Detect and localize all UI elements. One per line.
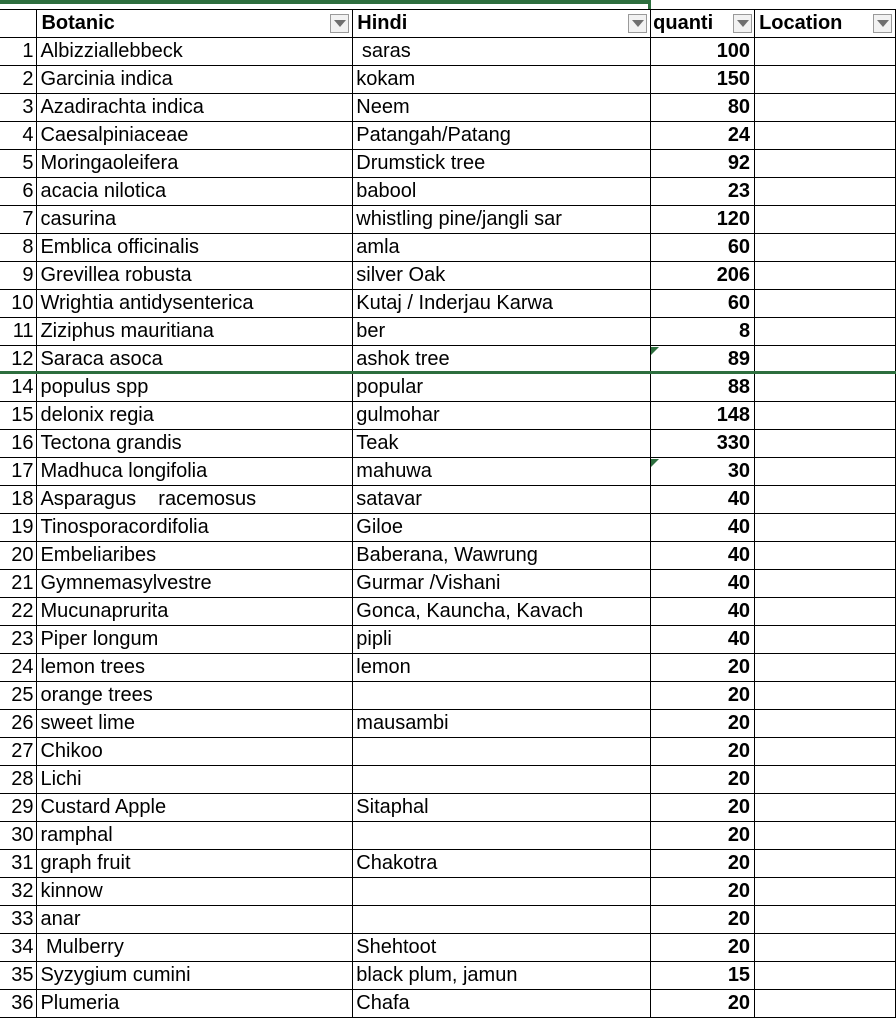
cell-hindi[interactable]: amla: [353, 234, 651, 262]
cell-quantity[interactable]: 24: [651, 122, 755, 150]
cell-location[interactable]: [755, 458, 896, 486]
row-number: 36: [0, 990, 37, 1018]
cell-location[interactable]: [755, 738, 896, 766]
cell-hindi[interactable]: [353, 906, 651, 934]
row-number: 1: [0, 38, 37, 66]
cell-hindi[interactable]: [353, 878, 651, 906]
cell-location[interactable]: [755, 850, 896, 878]
cell-hindi[interactable]: Teak: [353, 430, 651, 458]
cell-location[interactable]: [755, 906, 896, 934]
cell-quantity[interactable]: 60: [651, 290, 755, 318]
row-number: 11: [0, 318, 37, 346]
column-header-botanic[interactable]: [37, 10, 353, 38]
cell-botanic[interactable]: orange trees: [37, 682, 353, 710]
cell-quantity[interactable]: 20: [651, 766, 755, 794]
cell-location[interactable]: [755, 682, 896, 710]
cell-quantity[interactable]: 148: [651, 402, 755, 430]
row-number: 8: [0, 234, 37, 262]
filter-dropdown-icon[interactable]: [733, 14, 752, 33]
row-number: 2: [0, 66, 37, 94]
cell-hindi[interactable]: Neem: [353, 94, 651, 122]
cell-location[interactable]: [755, 822, 896, 850]
header-label: Location: [759, 12, 843, 34]
cell-quantity[interactable]: 40: [651, 514, 755, 542]
cell-location[interactable]: [755, 262, 896, 290]
cell-botanic[interactable]: Wrightia antidysenterica: [37, 290, 353, 318]
row-number: 7: [0, 206, 37, 234]
row-number: 9: [0, 262, 37, 290]
cell-location[interactable]: [755, 542, 896, 570]
cell-quantity[interactable]: 40: [651, 570, 755, 598]
cell-botanic[interactable]: Madhuca longifolia: [37, 458, 353, 486]
row-number: 28: [0, 766, 37, 794]
cell-botanic[interactable]: Asparagus racemosus: [37, 486, 353, 514]
table-row: [0, 682, 896, 710]
cell-botanic[interactable]: Saraca asoca: [37, 346, 353, 374]
cell-comment-marker-icon: [651, 347, 659, 355]
cell-quantity[interactable]: 150: [651, 66, 755, 94]
row-number: 6: [0, 178, 37, 206]
cell-location[interactable]: [755, 38, 896, 66]
cell-hindi[interactable]: babool: [353, 178, 651, 206]
row-number: 10: [0, 290, 37, 318]
cell-hindi[interactable]: Shehtoot: [353, 934, 651, 962]
table-row: [0, 206, 896, 234]
cell-hindi[interactable]: ashok tree: [353, 346, 651, 374]
cell-location[interactable]: [755, 150, 896, 178]
cell-quantity[interactable]: 88: [651, 374, 755, 402]
cell-hindi[interactable]: Giloe: [353, 514, 651, 542]
filter-dropdown-icon[interactable]: [873, 14, 892, 33]
cell-location[interactable]: [755, 94, 896, 122]
cell-botanic[interactable]: Azadirachta indica: [37, 94, 353, 122]
table-row: [0, 934, 896, 962]
table-row: [0, 794, 896, 822]
row-number: 12: [0, 346, 37, 374]
row-number: 22: [0, 598, 37, 626]
cell-hindi[interactable]: mahuwa: [353, 458, 651, 486]
cell-botanic[interactable]: sweet lime: [37, 710, 353, 738]
row-number-header: [0, 10, 37, 38]
cell-botanic[interactable]: Albizziallebbeck: [37, 38, 353, 66]
cell-location[interactable]: [755, 794, 896, 822]
cell-location[interactable]: [755, 626, 896, 654]
row-number: 4: [0, 122, 37, 150]
cell-botanic[interactable]: Gymnemasylvestre: [37, 570, 353, 598]
cell-quantity[interactable]: 40: [651, 486, 755, 514]
cell-hindi[interactable]: mausambi: [353, 710, 651, 738]
header-label: Hindi: [357, 12, 408, 34]
table-row: [0, 766, 896, 794]
cell-botanic[interactable]: Moringaoleifera: [37, 150, 353, 178]
cell-hindi[interactable]: Chakotra: [353, 850, 651, 878]
cell-quantity[interactable]: 30: [651, 458, 755, 486]
table-row: [0, 626, 896, 654]
cell-quantity[interactable]: 20: [651, 850, 755, 878]
table-row: [0, 234, 896, 262]
cell-botanic[interactable]: Mulberry: [37, 934, 353, 962]
cell-botanic[interactable]: Grevillea robusta: [37, 262, 353, 290]
cell-location[interactable]: [755, 878, 896, 906]
selection-border-top: [0, 0, 650, 4]
row-number: 18: [0, 486, 37, 514]
cell-hindi[interactable]: black plum, jamun: [353, 962, 651, 990]
cell-quantity[interactable]: 330: [651, 430, 755, 458]
column-header-location[interactable]: [755, 10, 896, 38]
cell-hindi[interactable]: [353, 738, 651, 766]
cell-location[interactable]: [755, 178, 896, 206]
cell-hindi[interactable]: saras: [353, 38, 651, 66]
plant-table: [0, 9, 896, 1018]
table-row: [0, 150, 896, 178]
table-row: [0, 738, 896, 766]
cell-quantity[interactable]: 23: [651, 178, 755, 206]
table-body: [0, 38, 896, 1018]
filter-dropdown-icon[interactable]: [628, 14, 647, 33]
cell-quantity[interactable]: 20: [651, 822, 755, 850]
cell-location[interactable]: [755, 402, 896, 430]
cell-botanic[interactable]: Piper longum: [37, 626, 353, 654]
table-row: [0, 598, 896, 626]
cell-quantity[interactable]: 89: [651, 346, 755, 374]
cell-botanic[interactable]: Mucunaprurita: [37, 598, 353, 626]
cell-botanic[interactable]: populus spp: [37, 374, 353, 402]
row-number: 23: [0, 626, 37, 654]
cell-botanic[interactable]: anar: [37, 906, 353, 934]
cell-hindi[interactable]: lemon: [353, 654, 651, 682]
header-row: [0, 10, 896, 38]
table-row: [0, 514, 896, 542]
selection-border-divider: [0, 371, 896, 374]
column-header-quantity[interactable]: [651, 10, 755, 38]
cell-botanic[interactable]: delonix regia: [37, 402, 353, 430]
table-row: [0, 346, 896, 374]
cell-botanic[interactable]: graph fruit: [37, 850, 353, 878]
cell-botanic[interactable]: lemon trees: [37, 654, 353, 682]
cell-hindi[interactable]: Gurmar /Vishani: [353, 570, 651, 598]
row-number: 14: [0, 374, 37, 402]
cell-botanic[interactable]: Plumeria: [37, 990, 353, 1018]
cell-location[interactable]: [755, 598, 896, 626]
row-number: 33: [0, 906, 37, 934]
cell-hindi[interactable]: satavar: [353, 486, 651, 514]
table-row: [0, 430, 896, 458]
cell-quantity[interactable]: 40: [651, 626, 755, 654]
table-row: [0, 850, 896, 878]
cell-botanic[interactable]: Tectona grandis: [37, 430, 353, 458]
cell-hindi[interactable]: Sitaphal: [353, 794, 651, 822]
cell-location[interactable]: [755, 710, 896, 738]
cell-hindi[interactable]: ber: [353, 318, 651, 346]
row-number: 27: [0, 738, 37, 766]
cell-location[interactable]: [755, 290, 896, 318]
header-label: Botanic: [41, 12, 115, 34]
table-row: [0, 122, 896, 150]
cell-hindi[interactable]: silver Oak: [353, 262, 651, 290]
cell-botanic[interactable]: Syzygium cumini: [37, 962, 353, 990]
table-row: [0, 570, 896, 598]
cell-location[interactable]: [755, 934, 896, 962]
cell-quantity[interactable]: 120: [651, 206, 755, 234]
row-number: 26: [0, 710, 37, 738]
cell-quantity[interactable]: 20: [651, 794, 755, 822]
table-row: [0, 38, 896, 66]
row-number: 19: [0, 514, 37, 542]
cell-location[interactable]: [755, 66, 896, 94]
cell-location[interactable]: [755, 654, 896, 682]
cell-location[interactable]: [755, 206, 896, 234]
cell-hindi[interactable]: kokam: [353, 66, 651, 94]
cell-location[interactable]: [755, 318, 896, 346]
cell-location[interactable]: [755, 234, 896, 262]
cell-location[interactable]: [755, 990, 896, 1018]
cell-location[interactable]: [755, 346, 896, 374]
cell-botanic[interactable]: Caesalpiniaceae: [37, 122, 353, 150]
cell-hindi[interactable]: [353, 822, 651, 850]
cell-hindi[interactable]: Gonca, Kauncha, Kavach: [353, 598, 651, 626]
row-number: 34: [0, 934, 37, 962]
filter-dropdown-icon[interactable]: [330, 14, 349, 33]
row-number: 30: [0, 822, 37, 850]
cell-quantity[interactable]: 20: [651, 682, 755, 710]
table-row: [0, 374, 896, 402]
cell-botanic[interactable]: ramphal: [37, 822, 353, 850]
cell-location[interactable]: [755, 486, 896, 514]
header-label: quanti: [653, 12, 714, 34]
cell-location[interactable]: [755, 374, 896, 402]
row-number: 17: [0, 458, 37, 486]
selection-border-edge: [648, 0, 651, 9]
column-header-hindi[interactable]: [353, 10, 651, 38]
table-row: [0, 458, 896, 486]
cell-hindi[interactable]: [353, 766, 651, 794]
row-number: 5: [0, 150, 37, 178]
row-number: 31: [0, 850, 37, 878]
cell-hindi[interactable]: Baberana, Wawrung: [353, 542, 651, 570]
table-row: [0, 962, 896, 990]
cell-botanic[interactable]: Emblica officinalis: [37, 234, 353, 262]
table-row: [0, 822, 896, 850]
cell-location[interactable]: [755, 962, 896, 990]
row-number: 35: [0, 962, 37, 990]
table-row: [0, 990, 896, 1018]
cell-botanic[interactable]: Embeliaribes: [37, 542, 353, 570]
table-row: [0, 654, 896, 682]
cell-location[interactable]: [755, 122, 896, 150]
cell-quantity[interactable]: 20: [651, 878, 755, 906]
cell-hindi[interactable]: pipli: [353, 626, 651, 654]
cell-botanic[interactable]: Chikoo: [37, 738, 353, 766]
cell-quantity[interactable]: 20: [651, 710, 755, 738]
cell-hindi[interactable]: [353, 682, 651, 710]
table-row: [0, 290, 896, 318]
table-row: [0, 66, 896, 94]
cell-hindi[interactable]: Chafa: [353, 990, 651, 1018]
row-number: 3: [0, 94, 37, 122]
row-number: 29: [0, 794, 37, 822]
cell-hindi[interactable]: Patangah/Patang: [353, 122, 651, 150]
cell-botanic[interactable]: casurina: [37, 206, 353, 234]
cell-quantity[interactable]: 20: [651, 654, 755, 682]
table-row: [0, 542, 896, 570]
table-row: [0, 178, 896, 206]
cell-quantity[interactable]: 15: [651, 962, 755, 990]
row-number: 21: [0, 570, 37, 598]
cell-hindi[interactable]: popular: [353, 374, 651, 402]
cell-quantity[interactable]: 20: [651, 738, 755, 766]
table-row: [0, 94, 896, 122]
row-number: 20: [0, 542, 37, 570]
cell-hindi[interactable]: whistling pine/jangli sar: [353, 206, 651, 234]
cell-botanic[interactable]: Garcinia indica: [37, 66, 353, 94]
cell-quantity[interactable]: 20: [651, 990, 755, 1018]
row-number: 25: [0, 682, 37, 710]
cell-quantity[interactable]: 92: [651, 150, 755, 178]
cell-location[interactable]: [755, 430, 896, 458]
table-row: [0, 486, 896, 514]
cell-quantity[interactable]: 20: [651, 934, 755, 962]
table-row: [0, 906, 896, 934]
table-row: [0, 262, 896, 290]
cell-botanic[interactable]: Tinosporacordifolia: [37, 514, 353, 542]
table-row: [0, 318, 896, 346]
table-row: [0, 402, 896, 430]
cell-location[interactable]: [755, 570, 896, 598]
row-number: 15: [0, 402, 37, 430]
cell-botanic[interactable]: Ziziphus mauritiana: [37, 318, 353, 346]
cell-hindi[interactable]: Drumstick tree: [353, 150, 651, 178]
table-row: [0, 878, 896, 906]
cell-quantity[interactable]: 40: [651, 598, 755, 626]
cell-botanic[interactable]: kinnow: [37, 878, 353, 906]
cell-botanic[interactable]: acacia nilotica: [37, 178, 353, 206]
cell-hindi[interactable]: gulmohar: [353, 402, 651, 430]
cell-quantity[interactable]: 40: [651, 542, 755, 570]
row-number: 16: [0, 430, 37, 458]
row-number: 24: [0, 654, 37, 682]
cell-quantity[interactable]: 80: [651, 94, 755, 122]
cell-quantity[interactable]: 206: [651, 262, 755, 290]
cell-location[interactable]: [755, 766, 896, 794]
cell-comment-marker-icon: [651, 459, 659, 467]
cell-botanic[interactable]: Custard Apple: [37, 794, 353, 822]
cell-hindi[interactable]: Kutaj / Inderjau Karwa: [353, 290, 651, 318]
cell-botanic[interactable]: Lichi: [37, 766, 353, 794]
table-row: [0, 710, 896, 738]
cell-location[interactable]: [755, 514, 896, 542]
cell-quantity[interactable]: 60: [651, 234, 755, 262]
row-number: 32: [0, 878, 37, 906]
cell-quantity[interactable]: 20: [651, 906, 755, 934]
cell-quantity[interactable]: 100: [651, 38, 755, 66]
cell-quantity[interactable]: 8: [651, 318, 755, 346]
